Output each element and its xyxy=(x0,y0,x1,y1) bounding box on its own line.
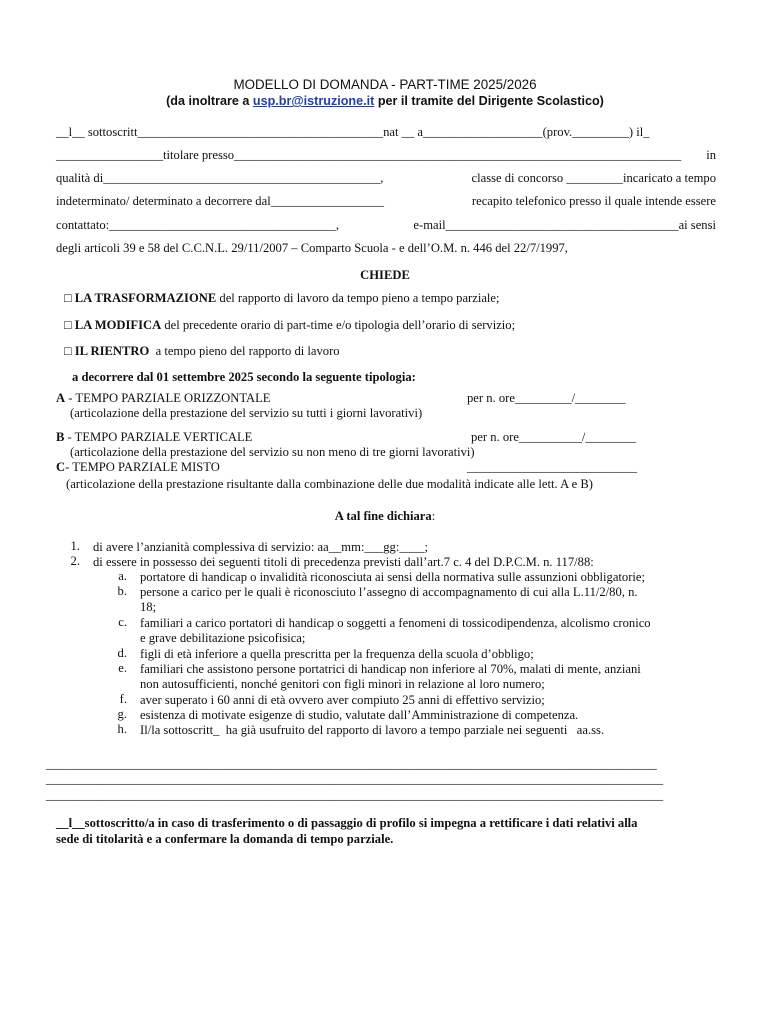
tipologia-c-desc: (articolazione della prestazione risultante dalla combinazione delle due modalità indicate alle lett. A e B) xyxy=(66,477,593,491)
footer-line-1: __l__sottoscritto/a in caso di trasferimento o di passaggio di profilo si impegna a rettificare i dati relativi alla xyxy=(56,816,638,830)
tipologia-a-desc: (articolazione della prestazione del servizio su tutti i giorni lavorativi) xyxy=(70,406,423,420)
sub-letter: h. xyxy=(117,722,127,736)
intro-line-2b: in xyxy=(706,148,716,162)
sub-item: aver superato i 60 anni di età ovvero aver compiuto 25 anni di effettivo servizio; xyxy=(140,693,545,707)
tipologia-c xyxy=(56,459,220,475)
tipologia-b-label: B xyxy=(56,430,65,444)
sub-item-cont: 18; xyxy=(140,600,157,614)
sub-item: familiari a carico portatori di handicap o soggetti a fenomeni di tossicodipendenza, alcolismo cronico xyxy=(140,616,651,630)
option-rientro[interactable] xyxy=(64,343,340,359)
tipologia-a-title: - TEMPO PARZIALE ORIZZONTALE xyxy=(65,391,271,405)
sub-letter: d. xyxy=(117,646,127,660)
checkbox-icon[interactable]: □ xyxy=(64,318,75,332)
tipologia-a-ore: per n. ore_________/________ xyxy=(467,391,626,405)
sub-letter: a. xyxy=(118,569,127,583)
sub-item: persone a carico per le quali è riconosciuto l’assegno di accompagnamento di cui alla L.11/2/80, n. xyxy=(140,585,638,599)
sub-item: familiari che assistono persone portatrici di handicap non inferiore al 70%, malati di mente, anziani xyxy=(140,662,641,676)
option-text: del precedente orario di part-time e/o tipologia dell’orario di servizio; xyxy=(161,318,516,332)
sub-item: portatore di handicap o invalidità riconosciuta ai sensi della normativa sulle assunzioni obbligatorie; xyxy=(140,570,646,584)
option-label: LA MODIFICA xyxy=(74,318,162,332)
sub-item: esistenza di motivate esigenze di studio, valutate dall’Amministrazione di competenza. xyxy=(140,708,579,722)
option-label: LA TRASFORMAZIONE xyxy=(74,291,217,305)
list-item: di avere l’anzianità complessiva di servizio: aa__mm:___gg:____; xyxy=(93,540,429,554)
tipologia-b-ore: per n. ore__________/________ xyxy=(471,430,636,444)
sub-letter: b. xyxy=(117,584,127,598)
intro-line-1: __l__ sottoscritt_______________________________________nat __ a___________________(prov._________) il_ xyxy=(56,125,650,139)
tipologia-b-desc: (articolazione della prestazione del servizio su non meno di tre giorni lavorativi) xyxy=(70,445,475,459)
intro-line-5b: e-mail_____________________________________ai sensi xyxy=(413,218,716,232)
intro-line-5 xyxy=(56,217,716,233)
tipologia-b-title: - TEMPO PARZIALE VERTICALE xyxy=(64,430,253,444)
sub-letter: g. xyxy=(117,707,127,721)
intro-line-5a: contattato:____________________________________, xyxy=(56,218,339,232)
intro-line-2 xyxy=(56,147,716,163)
dichiara-colon: : xyxy=(431,509,436,523)
page-subtitle xyxy=(0,93,770,109)
option-trasformazione[interactable] xyxy=(64,290,500,306)
tipologia-c-label: C xyxy=(56,460,66,474)
checkbox-icon[interactable]: □ xyxy=(64,344,75,358)
chiede-heading: CHIEDE xyxy=(360,268,410,282)
page-title: MODELLO DI DOMANDA - PART-TIME 2025/2026 xyxy=(233,77,537,92)
sub-item-cont: non autosufficienti, nonché genitori con figli minori in relazione al loro numero; xyxy=(140,677,545,691)
intro-line-4b: recapito telefonico presso il quale intende essere xyxy=(471,194,716,208)
decorrere-line: a decorrere dal 01 settembre 2025 secondo la seguente tipologia: xyxy=(72,370,416,384)
blank-line[interactable]: __________________________________________________________________________________________________ xyxy=(46,788,664,802)
tipologia-a-label: A xyxy=(56,391,66,405)
sub-item-cont: e grave debilitazione psicofisica; xyxy=(140,631,306,645)
sub-letter: c. xyxy=(118,615,127,629)
intro-line-3 xyxy=(56,170,716,186)
list-number: 1. xyxy=(70,539,80,553)
intro-line-4a: indeterminato/ determinato a decorrere dal__________________ xyxy=(56,194,385,208)
option-text: a tempo pieno del rapporto di lavoro xyxy=(149,344,340,358)
intro-line-2a: _________________titolare presso_______________________________________________________________________ xyxy=(56,148,682,162)
intro-line-6: degli articoli 39 e 58 del C.C.N.L. 29/11/2007 – Comparto Scuola - e dell’O.M. n. 446 del 22/7/1997, xyxy=(56,241,568,255)
checkbox-icon[interactable]: □ xyxy=(64,291,75,305)
option-modifica[interactable] xyxy=(64,317,515,333)
sub-item: Il/la sottoscritt_ ha già usufruito del rapporto di lavoro a tempo parziale nei seguenti aa.ss. xyxy=(140,723,605,737)
dichiara-heading-text: A tal fine dichiara xyxy=(334,509,432,523)
option-label: IL RIENTRO xyxy=(74,344,150,358)
blank-line[interactable]: _________________________________________________________________________________________________ xyxy=(46,757,657,771)
tipologia-a xyxy=(56,390,271,406)
list-item: di essere in possesso dei seguenti titoli di precedenza previsti dall’art.7 c. 4 del D.P.C.M. n. 117/88: xyxy=(93,555,594,569)
sub-letter: e. xyxy=(118,661,127,675)
sub-item: figli di età inferiore a quella prescritta per la frequenza della scuola d’obbligo; xyxy=(140,647,534,661)
footer-line-2: sede di titolarità e a confermare la domanda di tempo parziale. xyxy=(56,832,394,846)
tipologia-b xyxy=(56,429,252,445)
intro-line-4 xyxy=(56,193,716,209)
dichiara-heading xyxy=(0,508,770,524)
tipologia-c-ore: ___________________________ xyxy=(467,460,638,474)
intro-line-3a: qualità di____________________________________________, xyxy=(56,171,384,185)
blank-line[interactable]: __________________________________________________________________________________________________ xyxy=(46,772,664,786)
list-number: 2. xyxy=(70,554,80,568)
subtitle-suffix: per il tramite del Dirigente Scolastico) xyxy=(374,94,604,108)
sub-letter: f. xyxy=(119,692,127,706)
option-text: del rapporto di lavoro da tempo pieno a tempo parziale; xyxy=(216,291,500,305)
subtitle-prefix: (da inoltrare a xyxy=(166,94,253,108)
tipologia-c-title: - TEMPO PARZIALE MISTO xyxy=(65,460,220,474)
email-link[interactable]: usp.br@istruzione.it xyxy=(252,94,375,108)
intro-line-3b: classe di concorso _________incaricato a tempo xyxy=(471,171,716,185)
